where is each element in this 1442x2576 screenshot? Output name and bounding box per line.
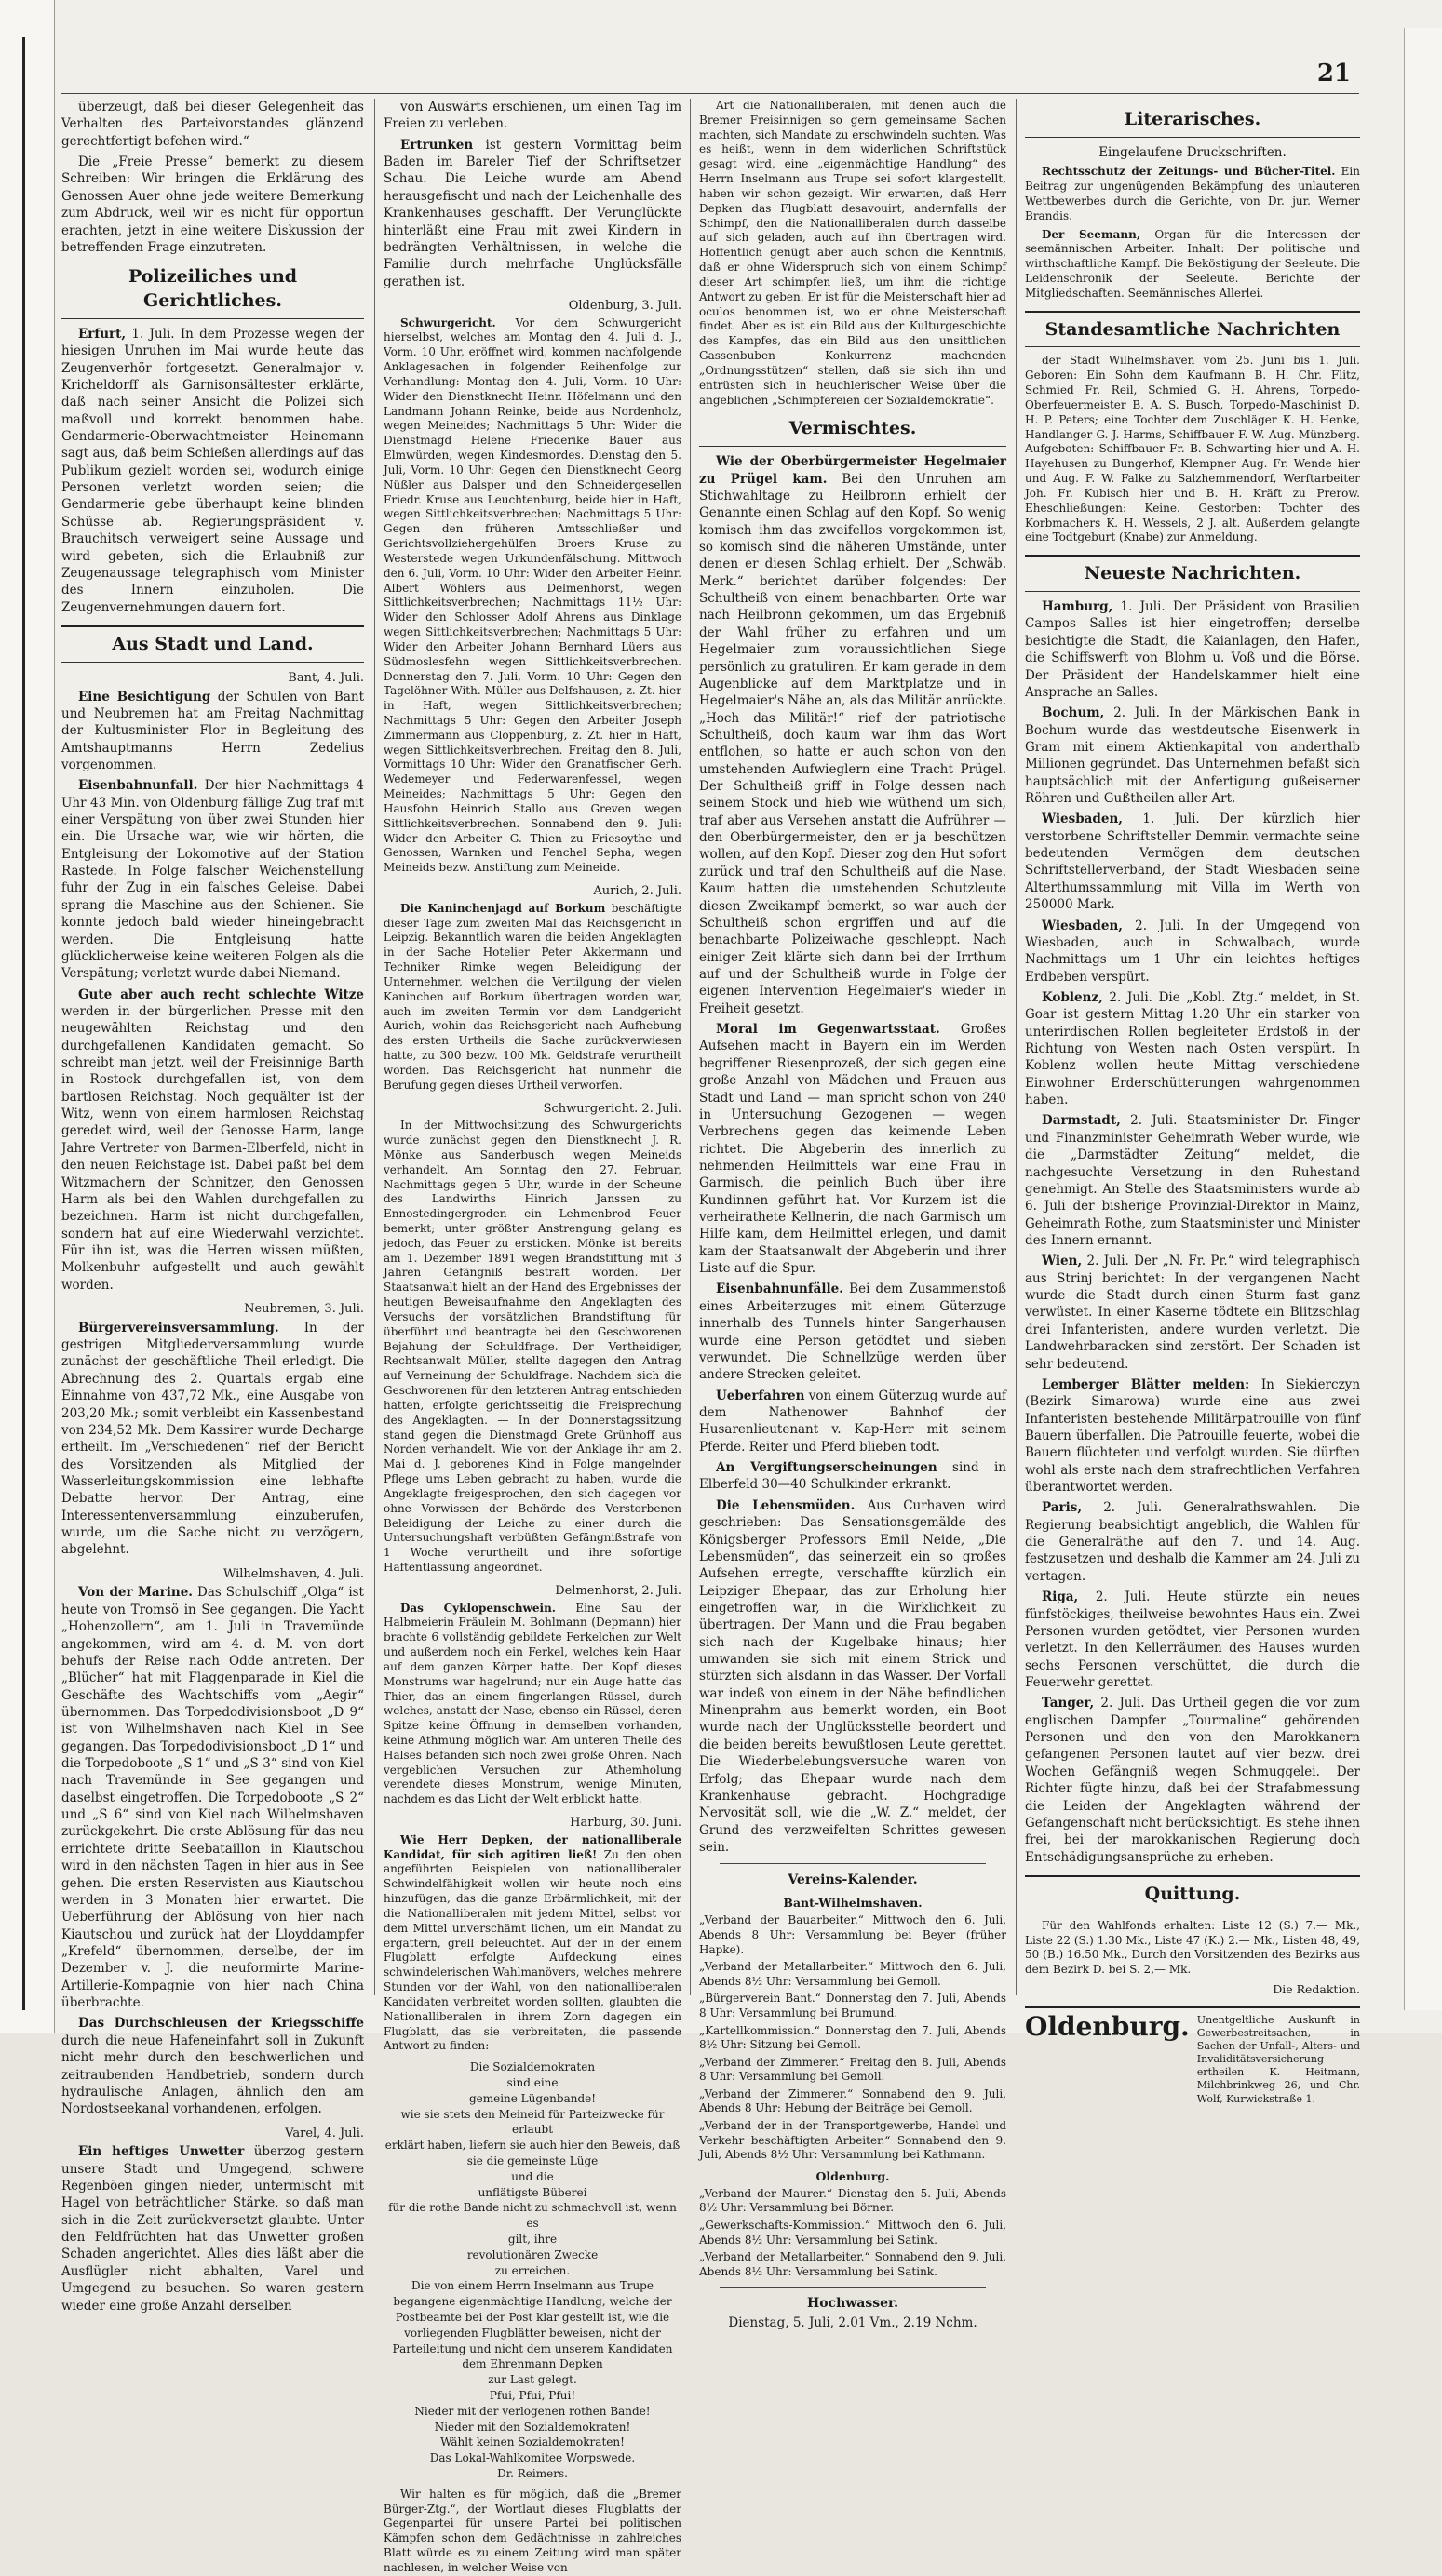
article-paragraph [384,99,681,133]
article-paragraph [1025,165,1360,223]
flyer-line: gilt, ihre [507,2233,558,2246]
calendar-item: „Verband der Metallarbeiter.“ Mittwoch den 6. Juli, Abends 8½ Uhr: Versammlung bei Gemoll. [699,1960,1006,1988]
calendar-item: „Verband der Maurer.“ Dienstag den 5. Juli, Abends 8½ Uhr: Versammlung bei Börner. [699,2186,1006,2215]
section-heading: Quittung. [1025,1875,1360,1912]
flyer-line: Dr. Reimers. [497,2466,568,2480]
calendar-item: „Bürgerverein Bant.“ Donnerstag den 7. Juli, Abends 8 Uhr: Versammlung bei Brumund. [699,1992,1006,2019]
article-headline: Eine Besichtigung [78,689,211,704]
article-headline: Ein heftiges Unwetter [78,2144,245,2160]
article-paragraph [61,2015,364,2117]
divider [720,2287,986,2288]
article-paragraph [61,689,364,774]
article-headline: Eisenbahnunfälle. [716,1281,843,1297]
article-text: Die „Freie Presse“ bemerkt zu diesem Schreiben: Wir bringen die Erklärung des Genossen Auer ohne jede weitere Bemerkung zum Abdruck, weil wir es nicht für opportun erachten, jetzt in eine weitere Diskussion der betreffenden Frage einzutreten. [61,154,364,255]
article-headline: Koblenz, [1042,989,1103,1005]
article-text: der Stadt Wilhelmshaven vom 25. Juni bis 1. Juli. Geboren: Ein Sohn dem Kaufmann B. H. Chr. Flitz, Schmied Fr. Reil, Schmied G. H. Ahrens, Torpedo-Oberfeuermeister B. A. S. Busch, Torpedo-Maschinist D. H. P. Peters; eine Tochter dem Zuschläger K. H. Henke, Handlanger G. J. Harms, Schiffbauer F. W. Aug. Münzberg. Aufgeboten: Schiffbauer Fr. B. Schwarting hier und A. H. Hayehusen zu Bungerhof, Klempner Aug. Fr. Wende hier und Aug. F. W. Falke zu Salzhemmendorf, Werftarbeiter Joh. Fr. Kubisch hier und B. H. Kräft zu Prerow. Eheschließungen: Keine. Gestorben: Tochter des Korbmachers K. H. Wessels, 2 J. alt. Außerdem gelangte eine Todtgeburt (Knabe) zur Anmeldung. [1025,354,1360,544]
article-headline: Riga, [1042,1590,1079,1605]
column-rule [690,99,691,1995]
page-edge [1404,28,1442,2010]
flyer-line: unflätigste Büberei [478,2185,587,2199]
article-paragraph [1025,1919,1360,1978]
article-text: Der hier Nachmittags 4 Uhr 43 Min. von Oldenburg fällige Zug traf mit einer Verspätung von über zwei Stunden hier ein. Die Ursache war, wie wir hörten, die Entgleisung der Lokomotive auf der Station Rastede. In Folge falscher Weichenstellung fuhr der Zug in ein falsches Geleise. Dabei sprang die Maschine aus den Schienen. Sie konnte jedoch bald wieder hineingebracht werden. Die Entgleisung hatte glücklicherweise keine weiteren Folgen als die Verspätung; verletzt wurde dabei Niemand. [61,778,365,982]
article-text: Großes Aufsehen macht in Bayern ein im Werden begriffener Riesenprozeß, der sich gegen eine große Anzahl von Mädchen und Frauen aus Stadt und Land — man spricht schon von 240 in Untersuchung Gezogenen — wegen Verbrechens gegen das keimende Leben richtet. Die Abgeberin des innerlich zu nehmenden Heilmittels war eine Frau in Garmisch, die peinlich Buch über ihre Kundinnen geführt hat. Vor Kurzem ist die verheirathete Kellnerin, die nach Garmisch um Hilfe kam, dem Heilmittel erlegen, und damit kam der Staatsanwalt der Abgeberin und ihrer Liste auf die Spur. [699,1022,1007,1277]
flyer-line: zur Last gelegt. [488,2373,577,2387]
article-text: Art die Nationalliberalen, mit denen auch die Bremer Freisinnigen so gern gemeinsame Sachen machten, sich Mandate zu erschwindeln suchten. Was es heißt, wenn in dem widerlichen Schriftstück gesagt wird, eine „eigenmächtige Handlung“ des Herrn Inselmann aus Trupe sei sofort klargestellt, haben wir schon gezeigt. Wir erwarten, daß Herr Depken das Flugblatt desavouirt, andernfalls der Schimpf, den die Nationalliberalen durch dasselbe auf sich geladen, auch auf ihn übertragen wird. Hoffentlich genügt aber auch schon die Kenntniß, daß er ohne Widerspruch sich von einem Schimpf dieser Art schimpfen ließ, um ihm die richtige Antwort zu geben. Er ist für die Meisterschaft hier ad oculos benommen ist, wo er ohne Meisterschaft findet. Aber es ist ein Bild aus der Kulturgeschichte des Kampfes, das ein Bild aus den unsittlichen Gassenbuben Konkurrenz machenden „Ordnungsstützen“ stellen, daß sie sich ihn und entrüsten sich in heuchlerischer Weise über die angeblichen „Schimpfereien der Sozialdemokratie“. [699,99,1006,407]
calendar-item: „Verband der Zimmerer.“ Sonnabend den 9. Juli, Abends 8 Uhr: Hebung der Beiträge bei Gemoll. [699,2086,1006,2115]
dateline: Bant, 4. Juli. [288,670,364,685]
flyer-line: wie sie stets den Meineid für Parteizwecke für erlaubt [400,2107,665,2137]
article-paragraph [1025,989,1360,1109]
article-text: In Siekierczyn (Bezirk Simarowa) wurde eine aus zwei Infanteristen bestehende Militärpatrouille von fünf Bauern überfallen. Die Patrouille feuerte, wobei die Bauern flüchteten und verfolgt wurden. Sie dürften wohl als erste nach dem strafrechtlichen Verfahren überantwortet werden. [1025,1376,1361,1496]
article-text: Zu den oben angeführten Beispielen von nationalliberaler Schwindelfähigkeit wollen wir heute noch eins hinzufügen, das die ganze Erbärmlichkeit, mit der die Nationalliberalen mit jedem Mittel, selbst vor dem Mittel unverschämt lichen, um ein Mandat zu ergattern, grell beleuchtet. Auf der in der einem Flugblatt erfolgte Aufdeckung eines schwindelerischen Wahlmanövers, welches mehrere Stunden vor der Wahl, von den nationalliberalen Kandidaten verbreitet worden sollten, glaubten die Nationalliberalen in ihrem Zorn dagegen ein Flugblatt, das sie verbreiteten, die passende Antwort zu finden: [384,1847,681,2053]
article-paragraph [699,1021,1006,1277]
article-text: Ein Beitrag zur ungenügenden Bekämpfung des unlauteren Wettbewerbes durch die Gerichte, von Dr. jur. Werner Brandis. [1025,165,1360,222]
article-headline: Wie der Oberbürgermeister Hegelmaier zu Prügel kam. [699,454,1006,487]
article-headline: Der Seemann, [1042,227,1141,241]
flyer-line: für die rothe Bande nicht zu schmachvoll ist, wenn es [388,2201,677,2231]
article-headline: Bürgervereinsversammlung. [78,1320,279,1335]
article-text: Eine Sau der Halbmeierin Fräulein M. Bohlmann (Depmann) hier brachte 6 vollständig gebildete Ferkelchen zur Welt und außerdem noch ein Ferkel, welches kein Haar auf dem ganzen Körper hatte. Der Kopf dieses Monstrums war hagelrund; nur ein Auge hatte das Thier, das an einem fingerlangen Rüssel, durch welches, anstatt der Nase, ebenso ein Rüssel, deren Spitze keine Öffnung in demselben vorhanden, keine Athmung möglich war. Am unteren Theile des Halses befanden sich noch zwei große Ohren. Nach vergeblichen Versuchen zur Athemholung verendete dieses Monstrum, wenige Minuten, nachdem es das Licht der Welt erblickt hatte. [384,1601,681,1806]
dateline: Schwurgericht. 2. Juli. [543,1101,681,1116]
article-text: überzeugt, daß bei dieser Gelegenheit das Verhalten des Parteivorstandes glänzend gerechtfertigt befehen wird.“ [61,100,364,149]
article-headline: Wiesbaden, [1042,918,1123,933]
article-paragraph [1025,1499,1360,1585]
article-text: 2. Juli. In der Umgegend von Wiesbaden, auch in Schwalbach, wurde Nachmittags um 1 Uhr ein leichtes heftiges Erdbeben verspürt. [1025,918,1360,985]
article-paragraph [61,2143,364,2314]
article-text: 1. Juli. Der Präsident von Brasilien Campos Salles ist hier eingetroffen; derselbe besichtigte die Stadt, die Kaianlagen, den Hafen, die Schiffswerft von Blohm u. Voß und die Börse. Der Präsident der Handelskammer hielt eine Ansprache an Salles. [1025,599,1360,700]
article-paragraph [384,316,681,876]
article-paragraph [699,99,1006,408]
binding-spine [0,0,55,2033]
dateline: Aurich, 2. Juli. [593,884,681,899]
article-text: von einem Güterzug wurde auf dem Nathenower Bahnhof der Husarenlieutenant v. Kap-Herr mit seinem Pferde. Reiter und Pferd blieben todt. [699,1388,1007,1455]
article-paragraph [384,137,681,290]
article-text: 2. Juli. Die „Kobl. Ztg.“ meldet, in St. Goar ist gestern Mittag 1.20 Uhr ein starker von unterirdischen Rollen begleiteter Erdstoß in der Richtung von Westen nach Osten verspürt. In Koblenz wollen heute Mittag verschiedene Einwohner Erderschütterungen wahrgenommen haben. [1025,989,1360,1108]
article-headline: Darmstadt, [1042,1113,1121,1129]
article-headline: Das Durchschleusen der Kriegsschiffe [78,2016,364,2032]
article-headline: Die Kaninchenjagd auf Borkum [400,901,606,915]
article-text: 2. Juli. Der „N. Fr. Pr.“ wird telegraphisch aus Strinj berichtet: In der vergangenen Nacht wurde die Stadt durch einen Sturm fast ganz verwüstet. In einer Kaserne tödtete ein Blitzschlag drei Infanteristen, andere wurden verletzt. Die Landwehrbaracken sind zerstört. Der Schaden ist sehr bedeutend. [1025,1254,1360,1372]
article-headline: Paris, [1042,1500,1083,1516]
article-paragraph [61,986,364,1294]
section-heading: Aus Stadt und Land. [61,625,364,663]
article-text: Wir halten es für möglich, daß die „Bremer Bürger-Ztg.“, der Wortlaut dieses Flugblatts der Gegenpartei für unsere Partei bei politischen Kämpfen schon dem Gedächtnisse in zahlreiches Blatt würde es zu einem Zeitung wird man später nachlesen, in welcher Weise von [384,2487,681,2574]
divider [720,1863,986,1864]
flyer-line: erklärt haben, liefern sie auch hier den Beweis, daß [384,2139,681,2153]
article-paragraph [61,777,364,982]
flyer-line: Das Lokal-Wahlkomitee Worpswede. [429,2451,636,2465]
flyer-line: gemeine Lügenbande! [468,2091,597,2105]
article-text: werden in der bürgerlichen Presse mit den neugewählten Reichstag und den durchgefallenen Kandidaten gemacht. So schreibt man jetzt, weil der Freisinnige Barth in Rostock durchgefallen ist, von dem bartlosen Reichstag. Noch gequälter ist der Witz, wenn von einem harmlosen Reichstag geredet wird, weil der Genosse Harm, lange Jahre Vertreter von Barmen-Elberfeld, nicht in den neuen Reichstage ist. Dabei paßt bei dem Witzmachern der Schnitzer, den Genossen Harm als bei den Wahlen durchgefallen zu bezeichnen. Harm ist nicht durchgefallen, sondern hat auf eine Wiederwahl verzichtet. Für ihn ist, was die Herren wissen müßten, Molkenbuhr aufgestellt und auch gewählt worden. [61,1003,364,1293]
article-text: Bei den Unruhen am Stichwahltage zu Heilbronn erhielt der Genannte einen Schlag auf den Kopf. So wenig komisch ihm das zweifellos vorgekommen ist, so komisch sind die näheren Umstände, unter denen er diesen Schlag erhielt. Der „Schwäb. Merk.“ berichtet darüber folgendes: Der Schultheiß von einem benachbarten Orte war nach Heilbronn gekommen, um das Ergebniß der Wahl früher zu erfahren und um Hegelmaier zum voraussichtlichen Siege persönlich zu gratuliren. Er kam gerade in dem Augenblicke auf dem Marktplatze und in Hegelmaier's Nähe an, als das Militär anrückte. „Hoch das Militär!“ rief der patriotische Schultheiß, doch kaum war ihm das Wort entflohen, so hatte er auch schon von den umstehenden Aufwieglern eine Tracht Prügel. Der Schultheiß griff in Folge dessen nach seinem Stock und hieb wie wüthend um sich, traf aber aus Versehen anstatt die Aufrührer — den Oberbürgermeister, den er ja beschützen wollen, auf den Kopf. Dieser zog den Hut sofort zurück und traf den Schultheiß auf die Nase. Kaum hatten die umstehenden Schutzleute diesen Zweikampf bemerkt, so war auch der Schultheiß schon ergriffen und auf die benachbarte Polizeiwache geschleppt. Nach einiger Zeit klärte sich dann bei der Irrthum auf und der Schultheiß wurde in Folge der eigenen Intervention Hegelmaier's wieder in Freiheit gesetzt. [699,471,1006,1016]
article-headline: Die Lebensmüden. [716,1497,856,1513]
article-paragraph [61,154,364,256]
article-paragraph [1025,1112,1360,1249]
flyer-line: Die von einem Herrn Inselmann aus Trupe begangene eigenmächtige Handlung, welche der Postbeamte bei der Post klar gestellt ist, wie die vorliegenden Flugblätter beweisen, nicht der Parteileitung und nicht dem unserem Kandidaten [392,2279,673,2355]
column-rule [1016,99,1017,1995]
dateline: Wilhelmshaven, 4. Juli. [222,1566,364,1581]
advertisement-text: Unentgeltliche Auskunft in Gewerbestreitsachen, in Sachen der Unfall-, Alters- und Invaliditätsversicherung ertheilen K. Heitmann, Milchbrinkweg 26, und Chr. Wolf, Kurwickstraße 1. [1196,2014,1360,2105]
article-paragraph [699,1497,1006,1857]
article-paragraph [1025,1589,1360,1691]
calendar-item: „Verband der Metallarbeiter.“ Sonnabend den 9. Juli, Abends 8½ Uhr: Versammlung bei Satink. [699,2250,1006,2278]
article-text: 2. Juli. Staatsminister Dr. Finger und Finanzminister Geheimrath Weber wurde, wie die „Darmstädter Zeitung“ meldet, die nachgesuchte Versetzung in den Ruhestand genehmigt. An Stelle des Staatsministers wurde ab 6. Juli der bisherige Provinzial-Direktor in Mainz, Geheimrath Rothe, zum Staatsminister und Minister des Innern ernannt. [1025,1113,1360,1248]
article-text: 1. Juli. Der kürzlich hier verstorbene Schriftsteller Demmin vermachte seine bedeutenden Vermögen dem deutschen Schriftstellerverband, der Stadt Wiesbaden seine Alterthumssammlung mit Villa im Werth von 250000 Mark. [1025,812,1360,913]
advertisement-place: Oldenburg. [1025,2011,1190,2043]
column-2 [384,99,681,2574]
article-text: 1. Juli. In dem Prozesse wegen der hiesigen Unruhen im Mai wurde heute das Zeugenverhör fortgesetzt. Generalmajor v. Kricheldorff als Garnisonsältester erklärte, daß nach seiner Ansicht die Polizei sich maßvoll und korrekt benommen habe. Gendarmerie-Oberwachtmeister Heinemann sagt aus, daß beim Schießen allerdings auf das Publikum gezielt worden sei, wodurch einige Personen verletzt worden seien; die Gendarmerie gebe überhaupt keine blinden Schüsse ab. Regierungspräsident v. Brauchitsch verweigert seine Aussage und wird gebeten, sich die Erlaubniß zur Zeugenaussage telegraphisch vom Minister des Innern einzuholen. Die Zeugenvernehmungen dauern fort. [61,326,365,615]
article-text: 2. Juli. Heute stürzte ein neues fünfstöckiges, theilweise bewohntes Haus ein. Zwei Personen wurden getödtet, vier Personen wurden verletzt. In den Kellerräumen des Hauses wurden sechs Personen verschüttet, die durch die Feuerwehr gerettet. [1025,1590,1360,1690]
calendar-item: „Kartellkommission.“ Donnerstag den 7. Juli, Abends 8½ Uhr: Sitzung bei Gemoll. [699,2023,1006,2052]
section-heading: Literarisches. [1025,108,1360,138]
column-3 [699,99,1007,2331]
article-paragraph [1025,811,1360,913]
article-headline: Wiesbaden, [1042,812,1123,827]
article-text: 2. Juli. Das Urtheil gegen die vor zum englischen Dampfer „Tourmaline“ gehörenden Personen und den von den Marokkanern gefangenen Personen lautet auf vier bezw. drei Wochen Gefängniß wegen Schmuggelei. Der Richter fügte hinzu, daß bei der Strafabmessung die Leiden der Angeklagten während der Gefangenschaft nicht berücksichtigt. Es stehe ihnen frei, bei der marokkanischen Regierung doch Entschädigungsansprüche zu erheben. [1025,1696,1360,1865]
article-paragraph [384,2488,681,2576]
article-headline: An Vergiftungserscheinungen [716,1460,937,1476]
flyer-line: Die Sozialdemokraten [469,2060,596,2074]
section-heading: Neueste Nachrichten. [1025,555,1360,592]
article-paragraph [1025,1253,1360,1373]
article-paragraph [384,1119,681,1576]
section-heading: Vermischtes. [699,417,1006,447]
article-headline: Gute aber auch recht schlechte Witze [78,986,364,1002]
article-text: überzog gestern unsere Stadt und Umgegend, schwere Regenböen gingen nieder, untermischt mit Hagel von beträchtlicher Stärke, so daß man sich in die Zeit zurückversetzt glaubte. Unter den Feldfrüchten hat das Unwetter großen Schaden angerichtet. Alles dies läßt aber die Ausflügler nicht abhalten, Varel und Umgegend zu besuchen. So waren gestern wieder eine große Anzahl derselben [61,2144,364,2314]
dateline: Harburg, 30. Juni. [570,1816,681,1831]
article-paragraph [61,326,364,616]
article-headline: Erfurt, [78,326,127,342]
article-text: der Schulen von Bant und Neubremen hat am Freitag Nachmittag der Kultusminister Flor in Begleitung des Amtshauptmanns Herrn Zedelius vorgenommen. [61,689,364,772]
article-headline: Von der Marine. [78,1585,194,1601]
article-paragraph [384,1833,681,2054]
article-paragraph [61,1320,364,1559]
quoted-flyer [384,2059,681,2482]
section-heading: Polizeiliches und Gerichtliches. [61,265,364,319]
column-1 [61,99,365,2314]
calendar-item: „Verband der Bauarbeiter.“ Mittwoch den 6. Juli, Abends 8 Uhr: Versammlung bei Beyer (früher Hapke). [699,1913,1006,1956]
calendar-place: Oldenburg. [815,2168,890,2183]
article-headline: Wien, [1042,1254,1083,1269]
advertisement [1025,2006,1360,2106]
article-paragraph [384,1602,681,1808]
article-headline: Ertrunken [400,137,474,153]
article-paragraph [1025,228,1360,302]
article-text: beschäftigte dieser Tage zum zweiten Mal das Reichsgericht in Leipzig. Bekanntlich waren die beiden Angeklagten in der Sache Hotelier Peter Akkermann und Techniker Rimke wegen Beleidigung der Unternehmer, welchen die Vertilgung der vielen Kaninchen auf Borkum übertragen worden war, auch im zweiten Termin vor dem Landgericht Aurich, wohin das Reichsgericht nach Aufhebung des ersten Urtheils die Sache zurückverwiesen hatte, zu 300 bezw. 100 Mk. Geldstrafe verurtheilt worden. Das Reichsgericht hat nunmehr die Berufung gegen dieses Urtheil verworfen. [384,901,681,1092]
tide-times: Dienstag, 5. Juli, 2.01 Vm., 2.19 Nchm. [728,2315,977,2331]
article-headline: Schwurgericht. [400,315,496,329]
article-paragraph [1025,598,1360,701]
dateline: Oldenburg, 3. Juli. [568,298,681,313]
article-headline: Rechtsschutz der Zeitungs- und Bücher-Titel. [1042,165,1336,179]
article-headline: Bochum, [1042,705,1105,721]
flyer-line: und die [511,2169,554,2183]
dateline: Varel, 4. Juli. [285,2126,364,2140]
column-rule [374,99,375,1995]
article-text: Bei dem Zusammenstoß eines Arbeiterzuges mit einem Güterzuge innerhalb des Tunnels hinter Sangerhausen wurde eine Person getödtet und sieben verwundet. Die Schnellzüge werden über andere Strecken geleitet. [699,1281,1006,1383]
article-text: In der gestrigen Mitgliederversammlung wurde zunächst der geschäftliche Theil erledigt. Die Abrechnung des 2. Quartals ergab eine Einnahme von 437,72 Mk., eine Ausgabe von 203,20 Mk.; somit verbleibt ein Kassenbestand von 234,52 Mk. Dem Kassirer wurde Decharge ertheilt. Im „Verschiedenen“ rief der Bericht des Vorsitzenden als Mitglied der Wasserleitungskommission eine lebhafte Debatte hervor. Der Antrag, eine Interessentenversammlung einzuberufen, wurde, um die Sache nicht zu verzögern, abgelehnt. [61,1320,365,1558]
column-4 [1025,99,1361,2105]
article-paragraph [61,99,364,150]
flyer-line: Wählt keinen Sozialdemokraten! [440,2435,625,2449]
flyer-line: Pfui, Pfui, Pfui! [489,2388,576,2402]
article-headline: Das Cyklopenschwein. [400,1601,556,1615]
article-paragraph [1025,918,1360,986]
flyer-line: zu erreichen. [494,2263,571,2277]
flyer-line: sind eine [506,2076,559,2090]
article-text: Vor dem Schwurgericht hierselbst, welches am Montag den 4. Juli d. J., Vorm. 10 Uhr, eröffnet wird, kommen nachfolgende Anklagesachen in folgender Reihenfolge zur Verhandlung: Montag den 4. Juli, Vorm. 10 Uhr: Wider den Dienstknecht Heinr. Höfelmann und den Landmann Johann Reinke, beide aus Nordenholz, wegen Meineides; Nachmittags 5 Uhr: Wider die Dienstmagd Helene Friederike Bauer aus Elmwürden, wegen Kindesmordes. Dienstag den 5. Juli, Vorm. 10 Uhr: Gegen den Dienstknecht Georg Nüßler aus Dalsper und den Schneidergesellen Friedr. Kruse aus Leuchtenburg, beide hier in Haft, wegen Sittlichkeitsverbrechen; Nachmittags 5 Uhr: Gegen den früheren Amtsschließer und Gerichtsvollziehergehülfen Broers Kruse zu Westerstede wegen Urkundenfälschung. Mittwoch den 6. Juli, Vorm. 10 Uhr: Wider den Arbeiter Heinr. Albert Wöhlers aus Delmenhorst, wegen Sittlichkeitsverbrechen; Nachmittags 11½ Uhr: Wider den Schlosser Adolf Ahrens aus Dinklage wegen Sittlichkeitsverbrechen; Nachmittags 5 Uhr: Wider den Arbeiter Johann Bernhard Lüers aus Südmoslesfehn wegen Sittlichkeitsverbrechen. Donnerstag den 7. Juli, Vorm. 10 Uhr: Gegen den Tagelöhner With. Müller aus Delfshausen, z. Zt. hier in Haft, wegen Sittlichkeitsverbrechen; Nachmittags 5 Uhr: Gegen den Arbeiter Joseph Zimmermann aus Cloppenburg, z. Zt. hier in Haft, wegen Sittlichkeitsverbrechen. Freitag den 8. Juli, Vormittags 10 Uhr: Wider den Granatfischer Gerh. Wedemeyer und Federwarenfessel, wegen Meineides; Nachmittags 5 Uhr: Gegen den Hausfohn Heinrich Stallo aus Greven wegen Sittlichkeitsverbrechen. Sonnabend den 9. Juli: Wider den Arbeiter G. Thien zu Friesoythe und Genossen, Warnken und Fenchel Sepha, wegen Meineids bezw. Anstiftung zum Meineide. [384,315,681,875]
article-headline: Hamburg, [1042,599,1113,615]
article-paragraph [61,1584,364,2011]
flyer-line: Nieder mit den Sozialdemokraten! [434,2420,631,2434]
article-paragraph [1025,1695,1360,1866]
tide-title: Hochwasser. [806,2296,899,2312]
section-heading: Standesamtliche Nachrichten [1025,311,1360,348]
article-text: Für den Wahlfonds erhalten: Liste 12 (S.) 7.— Mk., Liste 22 (S.) 1.30 Mk., Liste 47 (K.) 2.— Mk., Listen 48, 49, 50 (B.) 16.50 Mk., Durch den Vorsitzenden des Bezirks aus dem Bezirk D. bei S. 2,— Mk. [1025,1918,1360,1977]
dateline: Neubremen, 3. Juli. [244,1302,364,1317]
article-text: Aus Curhaven wird geschrieben: Das Sensationsgemälde des Königsberger Professors Emil Neide, „Die Lebensmüden“, das seinerzeit ein so großes Aufsehen erregte, verschaffte kürzlich ein Leipziger Ehepaar, das zur Erholung hier eingetroffen war, in die Wirklichkeit zu übertragen. Der Mann und die Frau begaben sich nach der Kugelbake hinaus; hier umwanden sie sich mit einem Strick und stürzten sich alsdann in das Wasser. Der Vorfall war indeß von einem in der Nähe befindlichen Minenprahm aus bemerkt worden, ein Boot wurde nach der Unglücksstelle beordert und die beiden bereits bewußtlosen Leute gerettet. Die Wiederbelebungsversuche waren von Erfolg; das Ehepaar wurde nach dem Krankenhause gebracht. Hochgradige Nervosität soll, wie die „W. Z.“ meldet, der Grund des verzweifelten Schrittes gewesen sein. [699,1497,1006,1855]
calendar-place: Bant-Wilhelmshaven. [783,1896,923,1911]
article-headline: Eisenbahnunfall. [78,778,198,794]
article-text: durch die neue Hafeneinfahrt soll in Zukunft nicht mehr durch den beschwerlichen und zeitraubenden Handbetrieb, sondern durch hydraulische Anlagen, ähnlich den am Nordostseekanal vorhandenen, erfolgen. [61,2033,364,2117]
article-text: ist gestern Vormittag beim Baden im Bareler Tief der Schriftsetzer Schau. Die Leiche wurde am Abend herausgefischt und nach der Leichenhalle des Krankenhauses geschafft. Der Verunglückte hinterläßt eine Frau mit zwei Kindern in bedrängten Verhältnissen, in welche die Familie durch mehrfache Unglücksfälle gerathen ist. [384,137,681,289]
flyer-line: dem Ehrenmann Depken [462,2357,603,2371]
article-paragraph [699,1281,1006,1383]
subheading: Eingelaufene Druckschriften. [1098,144,1287,160]
article-headline: Tanger, [1042,1696,1095,1711]
calendar-item: „Verband der in der Transportgewerbe, Handel und Verkehr beschäftigten Arbeiter.“ Sonnabend den 9. Juli, Abends 8½ Uhr: Versammlung bei Kathmann. [699,2119,1006,2162]
article-paragraph [1025,1376,1360,1496]
flyer-line: revolutionären Zwecke [466,2247,599,2261]
calendar-item: „Gewerkschafts-Kommission.“ Mittwoch den 6. Juli, Abends 8½ Uhr: Versammlung bei Satink. [699,2219,1006,2247]
article-paragraph [699,453,1006,1017]
flyer-line: sie die gemeinste Lüge [466,2154,599,2168]
article-text: In der Mittwochsitzung des Schwurgerichts wurde zunächst gegen den Dienstknecht J. R. Mönke aus Sanderbusch wegen Meineids verhandelt. Am Sonntag den 27. Februar, Nachmittags gegen 5 Uhr, wurde in der Scheune des Landwirths Hinrich Janssen zu Ennostedingergroden ein Lehmenbrod Feuer bemerkt; unter größter Anstrengung gelang es jedoch, das Feuer zu ersticken. Mönke ist bereits am 1. Dezember 1891 wegen Brandstiftung mit 3 Jahren Gefängniß bestraft worden. Der Staatsanwalt hielt an der Hand des Ergebnisses der heutigen Beweisaufnahme den Angeklagten des Versuchs der vorsätzlichen Brandstiftung für überführt und beantragte bei den Geschworenen Bejahung der Schuldfrage. Der Vertheidiger, Rechtsanwalt Müller, stellte dagegen den Antrag auf Verneinung der Schuldfrage. Nachdem sich die Geschworenen für den letzteren Antrag entschieden hatten, erfolgte gerichtsseitig die Freisprechung des Angeklagten. — In der Donnerstagssitzung stand gegen die Dienstmagd Grete Grünhoff aus Norden verhandelt. Wie von der Anklage ihr am 2. Mai d. J. geborenes Kind in Folge mangelnder Pflege ums Leben gebracht zu haben, wurde die Angeklagte freigesprochen, den sich dagegen vor ohne Vorwissen der Behörde des Verstorbenen Beleidigung der Leiche zu einer durch die Untersuchungshaft verbüßten Gefängnißstrafe von 1 Woche verurtheilt und ihre sofortige Haftentlassung angeordnet. [384,1119,681,1575]
dateline: Delmenhorst, 2. Juli. [555,1583,681,1598]
article-paragraph [1025,704,1360,807]
article-text: sind in Elberfeld 30—40 Schulkinder erkrankt. [699,1460,1006,1493]
article-text: Organ für die Interessen der seemännischen Arbeiter. Inhalt: Der politische und wirthschaftliche Kampf. Die Beköstigung der Seeleute. Die Leidenschronik der Seeleute. Berichte der Mitgliedschaften. Seemännisches Allerlei. [1025,227,1360,300]
article-text: 2. Juli. In der Märkischen Bank in Bochum wurde das westdeutsche Eisenwerk in Gram mit einem Aktienkapital von anderthalb Millionen gegründet. Das Unternehmen befaßt sich hauptsächlich mit der Anfertigung gußeiserner Röhren und Gußtheilen aller Art. [1025,705,1360,807]
page-number: 21 [1316,60,1351,87]
article-text: von Auswärts erschienen, um einen Tag im Freien zu verleben. [384,100,681,132]
flyer-line: Nieder mit der verlogenen rothen Bande! [414,2404,651,2418]
signature: Die Redaktion. [1273,1982,1360,1997]
article-paragraph [699,1388,1006,1456]
article-text: 2. Juli. Generalrathswahlen. Die Regierung beabsichtigt angeblich, die Wahlen für die Generalräthe auf den 7. und 14. Aug. festzusetzen und deshalb die Kammer am 24. Juli zu vertagen. [1025,1500,1360,1584]
article-paragraph [699,1459,1006,1494]
article-headline: Moral im Gegenwartsstaat. [716,1022,940,1038]
calendar-title: Vereins-Kalender. [788,1872,918,1888]
article-headline: Ueberfahren [716,1388,805,1403]
article-paragraph [1025,354,1360,545]
article-headline: Lemberger Blätter melden: [1042,1376,1250,1392]
article-text: Das Schulschiff „Olga“ ist heute von Tromsö in See gegangen. Die Yacht „Hohenzollern“, am 1. Juli in Travemünde angekommen, wird am 4. d. M. von dort behufs der Reise nach Odde antreten. Der „Blücher“ hat mit Flaggenparade in Kiel die Geschäfte des Wachtschiffs vom „Aegir“ übernommen. Das Torpedodivisionsboot „D 9“ ist von Wilhelmshaven nach Kiel in See gegangen. Das Torpedodivisionsboot „D 1“ und die Torpedoboote „S 1“ und „S 3“ sind von Kiel nach Travemünde in See gegangen und daselbst eingetroffen. Die Torpedoboote „S 2“ und „S 6“ sind von Kiel nach Wilhelmshaven zurückgekehrt. Die erste Ablösung für das neu errichtete dritte Seebataillon in Kiautschou wird in den nächsten Tagen in hier aus in See gehen. Die ersten Reservisten aus Kiautschou werden in 3 Monaten hier erwartet. Die Ueberführung der Ablösung von hier nach Kiautschou und zurück hat der Lloyddampfer „Krefeld“ übernommen, derselbe, der im Dezember v. J. die neuformirte Marine-Artillerie-Kompagnie von hier nach China überbrachte. [61,1585,364,2011]
calendar-item: „Verband der Zimmerer.“ Freitag den 8. Juli, Abends 8 Uhr: Versammlung bei Gemoll. [699,2055,1006,2084]
header-rule [61,93,1359,94]
article-headline: Wie Herr Depken, der nationalliberale Kandidat, für sich agitiren ließ! [384,1832,681,1861]
article-paragraph [384,902,681,1093]
